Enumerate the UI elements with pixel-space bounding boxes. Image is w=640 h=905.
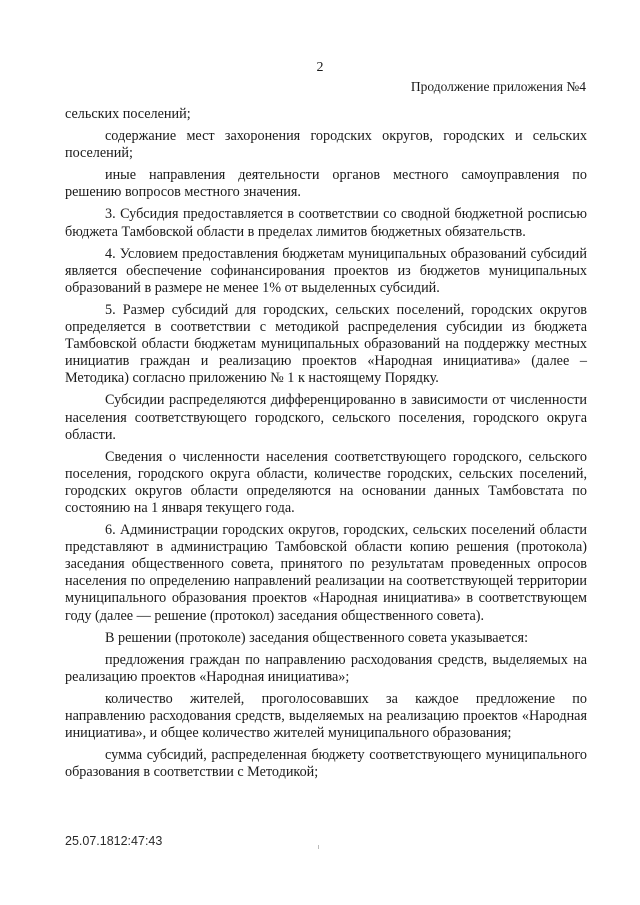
- paragraph: В решении (протоколе) заседания общественного совета указывается:: [105, 629, 529, 646]
- continuation-header: Продолжение приложения №4: [410, 79, 586, 94]
- paragraph: предложения граждан по направлению расходования средств, выделяемых на реализацию проектов «Народная инициатива»;: [65, 651, 587, 685]
- paragraph: сумма субсидий, распределенная бюджету соответствующего муниципального образования в соответствии с Методикой;: [65, 747, 587, 781]
- document-body: [65, 106, 587, 786]
- paragraph: Сведения о численности населения соответствующего городского, сельского поселения, городского округа области, количестве городских, сельских поселений, городских округов области определяются на основании данных Тамбовстата по состоянию на 1 января текущего года.: [65, 448, 587, 516]
- footer-timestamp: 25.07.1812:47:43: [65, 834, 163, 848]
- paragraph: сельских поселений;: [65, 106, 191, 122]
- paragraph: содержание мест захоронения городских округов, городских и сельских поселений;: [65, 128, 587, 162]
- paragraph: 3. Субсидия предоставляется в соответствии со сводной бюджетной росписью бюджета Тамбовской области в пределах лимитов бюджетных обязательств.: [65, 206, 587, 240]
- paragraph: иные направления деятельности органов местного самоуправления по решению вопросов местного значения.: [65, 167, 587, 201]
- paragraph: 6. Администрации городских округов, городских, сельских поселений области представляют в администрацию Тамбовской области копию решения (протокола) заседания общественного совета, принятого по результатам проведенных опросов населения по определению направлений реализации на соответствующей территории муниципального образования проектов «Народная инициатива» в соответствующем году (далее — решение (протокол) заседания общественного совета).: [65, 522, 587, 624]
- scan-speck: [318, 845, 319, 849]
- paragraph: 5. Размер субсидий для городских, сельских поселений, городских округов определяется в соответствии с методикой распределения субсидии из бюджета Тамбовской области бюджетам муниципальных образований на поддержку местных инициатив граждан и реализацию проектов «Народная инициатива» (далее – Методика) согласно приложению № 1 к настоящему Порядку.: [65, 301, 587, 387]
- paragraph: 4. Условием предоставления бюджетам муниципальных образований субсидий является обеспечение софинансирования проектов из бюджетов муниципальных образований в размере не менее 1% от выделенных субсидий.: [65, 245, 587, 296]
- page-number: 2: [316, 60, 324, 75]
- paragraph: количество жителей, проголосовавших за каждое предложение по направлению расходования средств, выделяемых на реализацию проектов «Народная инициатива», и общее количество жителей муниципального образования;: [65, 690, 587, 742]
- paragraph: Субсидии распределяются дифференцированно в зависимости от численности населения соответствующего городского, сельского поселения, городского округа области.: [65, 392, 587, 443]
